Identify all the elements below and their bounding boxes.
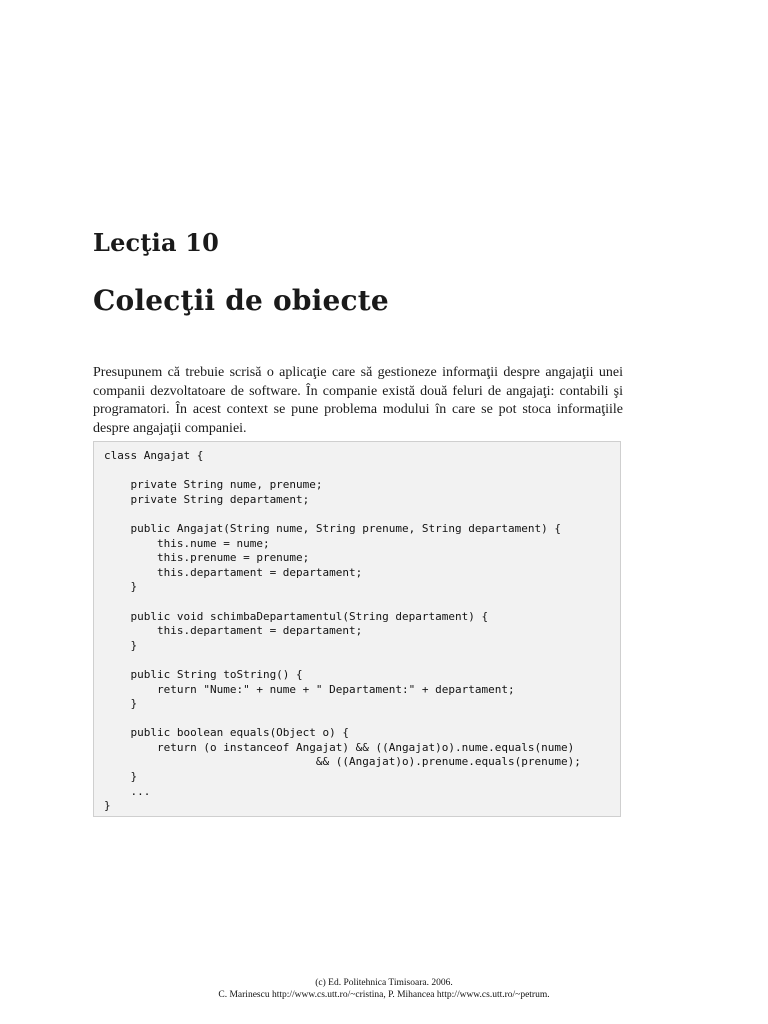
code-line: } [104,580,138,594]
code-line: public void schimbaDepartamentul(String departament) { [104,609,489,623]
code-line [104,653,610,668]
code-line: } [104,697,138,711]
code-line [104,595,610,610]
code-line: public boolean equals(Object o) { [104,726,350,740]
code-line: public Angajat(String nume, String prenume, String departament) { [104,521,561,535]
code-line: return (o instanceof Angajat) && ((Angajat)o).nume.equals(nume) [104,740,575,754]
code-line: this.departament = departament; [104,565,363,579]
code-line: class Angajat { [104,449,204,462]
code-line: ... [104,784,151,798]
code-line: } [104,770,138,784]
code-line: private String nume, prenume; [104,478,323,492]
code-line [104,712,610,727]
footer-copyright: (c) Ed. Politehnica Timisoara. 2006. [315,978,453,988]
footer-authors: C. Marinescu http://www.cs.utt.ro/~cristina, P. Mihancea http://www.cs.utt.ro/~petrum. [218,990,550,1000]
code-line: } [104,799,111,813]
code-line: } [104,638,138,652]
code-listing [93,441,621,817]
code-line: this.departament = departament; [104,624,363,638]
chapter-title: Colecţii de obiecte [93,284,389,317]
code-line: return "Nume:" + nume + " Departament:" + departament; [104,682,515,696]
code-line: public String toString() { [104,667,303,681]
code-line: this.nume = nume; [104,536,270,550]
code-line: private String departament; [104,492,310,506]
code-line [104,464,610,479]
page-footer [0,977,768,1001]
chapter-label: Lecţia 10 [93,228,220,257]
code-line: this.prenume = prenume; [104,551,310,565]
code-line: && ((Angajat)o).prenume.equals(prenume); [104,755,581,769]
intro-paragraph: Presupunem că trebuie scrisă o aplicaţie care să gestioneze informaţii despre angajaţii unei companii dezvoltatoare de software. În companie există două feluri de angajaţi: contabili şi programatori. În acest context se pune problema modului în care se pot stoca informaţiile despre angajaţii companiei. [93,365,623,436]
code-line [104,507,610,522]
